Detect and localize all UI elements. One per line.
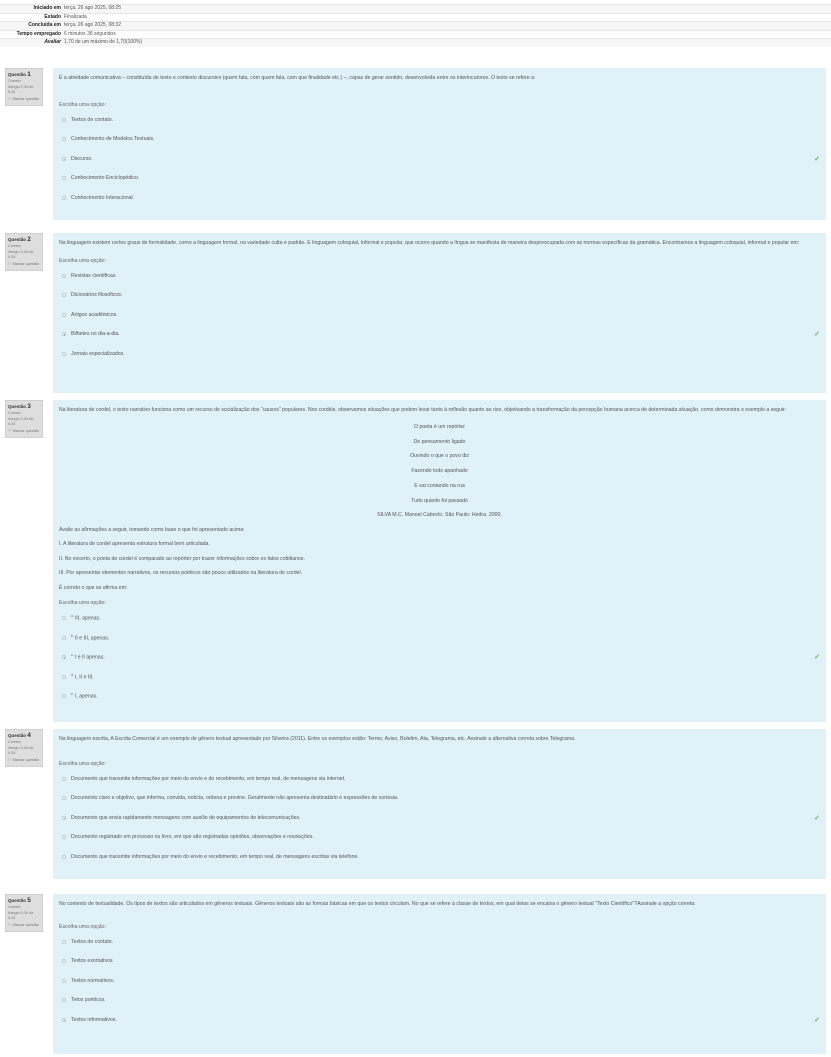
summary-row-started — [0, 4, 831, 13]
question-status: Correto — [8, 79, 21, 83]
summary-value: Finalizada — [64, 13, 87, 20]
radio-button-selected[interactable] — [62, 332, 66, 336]
question-number: Questão 5 — [8, 897, 31, 904]
summary-row-state — [0, 13, 831, 22]
question-number: Questão 3 — [8, 403, 31, 410]
radio-button[interactable] — [62, 940, 66, 944]
radio-button-selected[interactable] — [62, 816, 66, 820]
cordel-poem — [59, 420, 820, 523]
question-status: Correto — [8, 905, 21, 909]
answer-option[interactable]: Textos normativos. — [59, 971, 820, 991]
answer-option[interactable]: Dicionários filosóficos. — [59, 286, 820, 306]
poem-line: Tudo quanto foi passado — [411, 497, 468, 504]
answer-option[interactable]: Bilhetes no dia-a-dia. ✓ — [59, 325, 820, 345]
radio-button[interactable] — [62, 675, 66, 679]
poem-citation: SILVA M.C. Manoel Caboclo. São Paulo: Hedra. 2000. — [377, 512, 502, 519]
answer-option[interactable]: Discurso. ✓ — [59, 149, 820, 169]
question-grade: Atingiu 0,34 de 0,34 — [8, 250, 34, 259]
answer-option[interactable]: Textos de contato. — [59, 932, 820, 952]
statement-line: I. A literatura de cordel apresenta estrutura formal bem articulada. — [59, 541, 210, 548]
attempt-summary — [0, 4, 831, 47]
answer-option[interactable]: Documento claro e objetivo, que informa, convida, notícia, ordena e previne. Geralmente não apresenta destinatário e expressões de cortesia. — [59, 789, 820, 809]
answer-option[interactable]: Documento que transmite informações por meio do envio e do recebimento, em tempo real, de mensagens via internet. — [59, 769, 820, 789]
radio-button-selected[interactable] — [62, 157, 66, 161]
question-info — [5, 400, 43, 438]
answer-option[interactable]: Conhecimento Interacional. — [59, 188, 820, 208]
flag-icon: ⚐ — [8, 922, 12, 927]
correct-check-icon: ✓ — [814, 1016, 820, 1024]
summary-value: terça, 26 ago 2025, 08:25 — [64, 5, 121, 11]
poem-line: De pensamento ligado — [413, 438, 466, 445]
question-text: Na linguagem existem certos graus de formalidade, como a linguagem formal, na variedade culta e padrão. E linguagem coloquial, informal e popular, que ocorre quando a língua se manifesta de maneira despreocupada com as normas específicas da gramática. Encontramos a linguagem coloquial, informal e popular em: — [59, 240, 800, 246]
summary-value: 6 minutos 38 segundos — [64, 30, 116, 37]
statement-line: Avalie as afirmações a seguir, tomando como base o que foi apresentado acima: — [59, 526, 245, 533]
summary-label: Concluída em — [28, 22, 61, 28]
summary-label: Iniciado em — [33, 5, 61, 11]
flag-question-link[interactable]: ⚐ Marcar questão — [8, 428, 39, 433]
flag-question-link[interactable]: ⚐ Marcar questão — [8, 922, 39, 927]
radio-button[interactable] — [62, 274, 66, 278]
radio-button[interactable] — [62, 636, 66, 640]
summary-label: Tempo empregado — [16, 30, 61, 37]
radio-button-selected[interactable] — [62, 1018, 66, 1022]
question-text: Na linguagem escrita, A Escrita Comercial é um exemplo de gênero textual apresentado por Silveira (2011). Entre os exemplos estão: Termo, Aviso, Boletim, Ata, Telegrama, etc. Assinale a alternativa correta sobre Telegrama. — [59, 736, 576, 742]
answer-option[interactable]: Revistas científicas. — [59, 266, 820, 286]
question-grade: Atingiu 0,34 de 0,34 — [8, 746, 34, 755]
question-content — [53, 68, 826, 220]
question-content — [53, 233, 826, 393]
summary-label: Estado — [44, 13, 61, 20]
summary-label: Avaliar — [44, 39, 61, 45]
poem-line: O poeta é um repórter — [413, 424, 466, 430]
radio-button[interactable] — [62, 777, 66, 781]
question-text: No contexto de textualidade. Os tipos de textos são articulados em gêneros textuais. Gêneros textuais são as formas básicas em que os textos circulam. No que se refere à classe de textos, em qual delas se encaixa o gênero textual "Texto Científico"?Assinale a opção correta: — [59, 901, 696, 907]
choose-prompt: Escolha uma opção: — [59, 924, 107, 930]
flag-icon: ⚐ — [8, 96, 12, 101]
question-grade: Atingiu 0,34 de 0,34 — [8, 417, 34, 426]
choose-prompt: Escolha uma opção: — [59, 258, 107, 264]
answer-option[interactable]: $^{d.}$I, II e III. — [59, 667, 820, 687]
question-content — [53, 894, 826, 1054]
poem-line: Fazendo todo apanhado — [411, 468, 468, 475]
question-status: Correto — [8, 740, 21, 744]
option-letter: b. — [71, 633, 74, 638]
choose-prompt: Escolha uma opção: — [59, 600, 107, 607]
flag-question-link[interactable]: ⚐ Marcar questão — [8, 96, 39, 101]
statement-line: II. No excerto, o poeta de cordel é comparado ao repórter por trazer informações sobre os fatos cotidianos. — [59, 555, 305, 562]
radio-button[interactable] — [62, 616, 66, 620]
answer-option[interactable]: $^{b.}$II e III, apenas. — [59, 628, 820, 648]
answer-option[interactable]: Textos de contato. — [59, 110, 820, 130]
question-info — [5, 68, 43, 106]
flag-icon: ⚐ — [8, 757, 12, 762]
summary-value: 1,70 de um máximo de 1,70(100%) — [64, 39, 143, 45]
radio-button[interactable] — [62, 979, 66, 983]
radio-button[interactable] — [62, 313, 66, 317]
radio-button[interactable] — [62, 959, 66, 963]
option-letter: a. — [71, 614, 74, 619]
radio-button[interactable] — [62, 176, 66, 180]
question-number: Questão 2 — [8, 236, 31, 243]
question-status: Correto — [8, 244, 21, 248]
answer-option[interactable]: Documento que transmite informações por meio do envio e recebimento, em tempo real, de mensagens escritas via telefone. — [59, 847, 820, 867]
radio-button[interactable] — [62, 694, 66, 698]
answer-option[interactable]: Documento registrado em processo ou livro, em que são registradas opiniões, observações e resoluções. — [59, 828, 820, 848]
summary-value: terça, 26 ago 2025, 08:32 — [64, 22, 121, 28]
answer-option[interactable]: Artigos acadêmicos. — [59, 305, 820, 325]
question-number: Questão 4 — [8, 732, 31, 739]
question-info — [5, 233, 43, 271]
radio-button[interactable] — [62, 835, 66, 839]
answer-option[interactable]: Textos informativos. ✓ — [59, 1010, 820, 1030]
statement-line: É correto o que se afirma em: — [59, 584, 128, 591]
question-grade: Atingiu 0,34 de 0,34 — [8, 911, 34, 920]
answer-option[interactable]: Jornais especializados. — [59, 344, 820, 364]
answer-option[interactable]: Conhecimento de Modelos Textuais. — [59, 130, 820, 150]
statement-line: III. Por apresentar elementos narrativos, os recursos poéticos são pouco utilizados na literatura de cordel. — [59, 570, 303, 577]
flag-question-link[interactable]: ⚐ Marcar questão — [8, 261, 39, 266]
radio-button[interactable] — [62, 796, 66, 800]
question-content — [53, 729, 826, 879]
question-status: Correto — [8, 411, 21, 415]
summary-row-grade — [0, 38, 831, 47]
answer-option[interactable]: $^{c.}$I e II apenas. ✓ — [59, 647, 820, 667]
correct-check-icon: ✓ — [814, 814, 820, 822]
answer-option[interactable]: Tetos poéticos. — [59, 991, 820, 1011]
radio-button[interactable] — [62, 118, 66, 122]
question-text: É a atividade comunicativa – constituída de texto e contexto discursivo (quem fala, com quem fala, com que finalidade etc.) –, capaz de gerar sentido, desenvolvida entre os interlocutores. O texto se refere a: — [59, 75, 536, 81]
answer-option[interactable]: Documento que envia rapidamente mensagens com auxílio de equipamentos de telecomunicações. ✓ — [59, 808, 820, 828]
flag-icon: ⚐ — [8, 261, 12, 266]
answer-option[interactable]: $^{a.}$III, apenas. — [59, 608, 820, 628]
poem-line: Ouvindo o que o povo diz — [410, 453, 469, 460]
flag-question-link[interactable]: ⚐ Marcar questão — [8, 757, 39, 762]
answer-option[interactable]: Textos exortativos. — [59, 952, 820, 972]
flag-icon: ⚐ — [8, 428, 12, 433]
question-info — [5, 894, 43, 932]
answer-option[interactable]: $^{e.}$I, apenas. — [59, 686, 820, 706]
question-number: Questão 1 — [8, 71, 31, 78]
choose-prompt: Escolha uma opção: — [59, 761, 107, 767]
question-content — [53, 400, 826, 722]
poem-line: E sai contando na rua — [414, 482, 465, 489]
summary-row-time — [0, 30, 831, 39]
question-grade: Atingiu 0,34 de 0,34 — [8, 85, 34, 94]
summary-row-completed — [0, 21, 831, 30]
radio-button[interactable] — [62, 352, 66, 356]
question-text: Na literatura de cordel, o texto narrativo funciona como um recurso de socialização dos “causos” populares. Nos cordéis, observamos situações que podem levar tanto à reflexão quanto ao riso, objetivando a transformação da percepção humana acerca de determinada situação, como demonstra o exemplo a seguir: — [59, 407, 787, 413]
radio-button[interactable] — [62, 137, 66, 141]
option-letter: c. — [71, 653, 74, 658]
radio-button-selected[interactable] — [62, 655, 66, 659]
radio-button[interactable] — [62, 998, 66, 1002]
radio-button[interactable] — [62, 855, 66, 859]
option-letter: e. — [71, 692, 74, 697]
choose-prompt: Escolha uma opção: — [59, 102, 107, 108]
question-info — [5, 729, 43, 767]
correct-check-icon: ✓ — [814, 331, 820, 339]
radio-button[interactable] — [62, 293, 66, 297]
correct-check-icon: ✓ — [814, 155, 820, 163]
option-letter: d. — [71, 672, 74, 677]
answer-option[interactable]: Conhecimento Enciclopédico. — [59, 169, 820, 189]
correct-check-icon: ✓ — [814, 654, 820, 662]
radio-button[interactable] — [62, 196, 66, 200]
